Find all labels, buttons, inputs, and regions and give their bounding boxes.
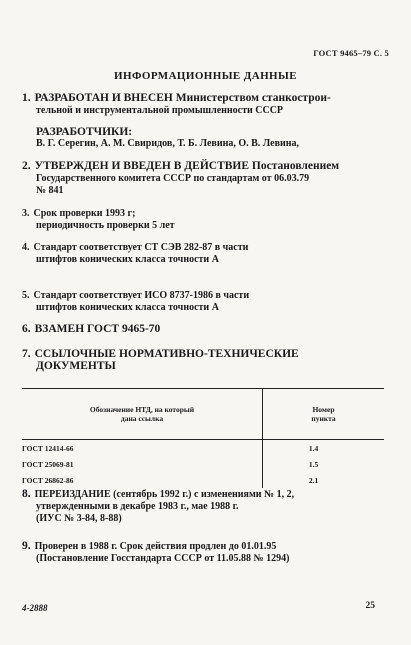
table-row: ГОСТ 25069-81 1.5	[22, 456, 384, 472]
developers: РАЗРАБОТЧИКИ: В. Г. Серегин, А. М. Свиридов, Т. Б. Левина, О. В. Левина,	[36, 126, 300, 149]
item-8: 8. ПЕРЕИЗДАНИЕ (сентябрь 1992 г.) с изменениями № 1, 2, утвержденными в декабре 1983 г., мае 1988 г. (ИУС № 3-84, 8-88)	[22, 488, 295, 524]
table-row: ГОСТ 12414-66 1.4	[22, 440, 384, 457]
item-5: 5. Стандарт соответствует ИСО 8737-1986 в части штифтов конических класса точности А	[22, 290, 250, 313]
item-6: 6. ВЗАМЕН ГОСТ 9465-70	[22, 323, 161, 335]
item-1: 1. РАЗРАБОТАН И ВНЕСЕН Министерством станкострои- тельной и инструментальной промышленности СССР	[22, 92, 331, 116]
col-header-document: Обозначение НТД, на который дана ссылка	[22, 389, 263, 440]
item-4: 4. Стандарт соответствует СТ СЭВ 282-87 в части штифтов конических класса точности А	[22, 242, 249, 265]
col-header-point: Номер пункта	[263, 389, 385, 440]
item-2: 2. УТВЕРЖДЕН И ВВЕДЕН В ДЕЙСТВИЕ Постановлением Государственного комитета СССР по стандартам от 06.03.79 № 841	[22, 160, 340, 196]
table-header-row	[22, 389, 384, 440]
item-7: 7. ССЫЛОЧНЫЕ НОРМАТИВНО-ТЕХНИЧЕСКИЕ ДОКУМЕНТЫ	[22, 348, 299, 372]
page-number: 25	[365, 601, 375, 611]
item-3: 3. Срок проверки 1993 г; периодичность проверки 5 лет	[22, 208, 175, 231]
print-code: 4-2888	[22, 603, 48, 613]
reference-table	[22, 388, 384, 488]
table-row: ГОСТ 26862-86 2.1	[22, 472, 384, 488]
page-title: ИНФОРМАЦИОННЫЕ ДАННЫЕ	[114, 70, 297, 82]
item-9: 9. Проверен в 1988 г. Срок действия продлен до 01.01.95 (Постановление Госстандарта СССР от 11.05.88 № 1294)	[22, 540, 290, 564]
standard-code: ГОСТ 9465–79 С. 5	[313, 48, 389, 58]
